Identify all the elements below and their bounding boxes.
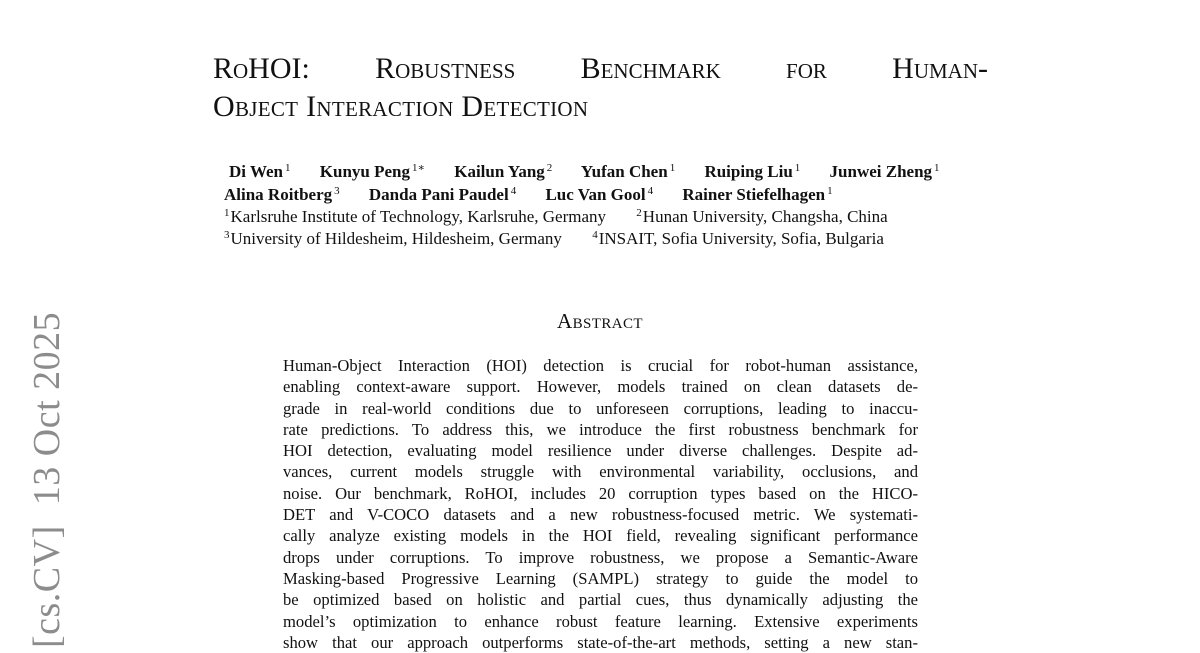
arxiv-side-stamp (28, 312, 66, 648)
author-row-2 (213, 183, 993, 206)
author: Ruiping Liu $^1$ (704, 162, 801, 181)
author: Alina Roitberg $^3$ (224, 185, 340, 204)
author: Junwei Zheng $^1$ (829, 162, 940, 181)
abstract-line: show that our approach outperforms state-of-the-art methods, setting a new stan- (283, 632, 918, 652)
title-word: Benchmark (580, 52, 721, 85)
title-word: for (786, 52, 827, 85)
paper-title (213, 50, 988, 126)
abstract-line: model’s optimization to enhance robust feature learning. Extensive experiments (283, 611, 918, 631)
arxiv-date: 13 Oct 2025 (26, 311, 68, 506)
title-word: RoHOI: (213, 52, 310, 85)
abstract-heading: Abstract (557, 309, 643, 333)
author: Kailun Yang $^2$ (454, 162, 553, 181)
author: Di Wen $^1$ (229, 162, 291, 181)
affiliation: $^1$Karlsruhe Institute of Technology, Karlsruhe, Germany (224, 207, 607, 226)
abstract-line: be optimized based on holistic and partial cues, thus dynamically adjusting the (283, 590, 918, 610)
author: Luc Van Gool $^4$ (545, 185, 654, 204)
title-line-1 (213, 50, 988, 88)
affiliation: $^4$INSAIT, Sofia University, Sofia, Bulgaria (592, 229, 884, 248)
abstract-line: cally analyze existing models in the HOI field, revealing significant performance (283, 526, 918, 546)
abstract-line: DET and V-COCO datasets and a new robustness-focused metric. We systemati- (283, 505, 918, 525)
author-row-1 (213, 160, 993, 183)
abstract-body (283, 355, 918, 653)
abstract-line: enabling context-aware support. However, models trained on clean datasets de- (283, 377, 918, 397)
abstract-line: Masking-based Progressive Learning (SAMPL) strategy to guide the model to (283, 568, 918, 588)
affiliation: $^3$University of Hildesheim, Hildesheim, Germany (224, 229, 562, 248)
abstract-line: grade in real-world conditions due to unforeseen corruptions, leading to inaccu- (283, 398, 918, 418)
abstract-line: noise. Our benchmark, RoHOI, includes 20 corruption types based on the HICO- (283, 483, 918, 503)
author: Yufan Chen $^1$ (580, 162, 676, 181)
arxiv-category-prefix: [ (26, 634, 68, 648)
affiliation-row-2 (213, 228, 993, 250)
affiliation-row-1 (213, 206, 993, 228)
abstract-line: drops under corruptions. To improve robustness, we propose a Semantic-Aware (283, 547, 918, 567)
abstract-line: vances, current models struggle with environmental variability, occlusions, and (283, 462, 918, 482)
abstract-line: Human-Object Interaction (HOI) detection is crucial for robot-human assistance, (283, 356, 918, 375)
title-word: Human- (892, 52, 988, 85)
author: Rainer Stiefelhagen $^1$ (682, 185, 833, 204)
title-word: Robustness (375, 52, 516, 85)
author-block (213, 160, 993, 250)
author: Kunyu Peng $^{1∗}$ (319, 162, 425, 181)
arxiv-category: cs.CV] (26, 525, 68, 635)
abstract-line: rate predictions. To address this, we introduce the first robustness benchmark for (283, 419, 918, 439)
author: Danda Pani Paudel $^4$ (368, 185, 517, 204)
affiliation: $^2$Hunan University, Changsha, China (636, 207, 888, 226)
abstract-line: HOI detection, evaluating model resilience under diverse challenges. Despite ad- (283, 441, 918, 461)
title-line-2: Object Interaction Detection (213, 90, 589, 123)
